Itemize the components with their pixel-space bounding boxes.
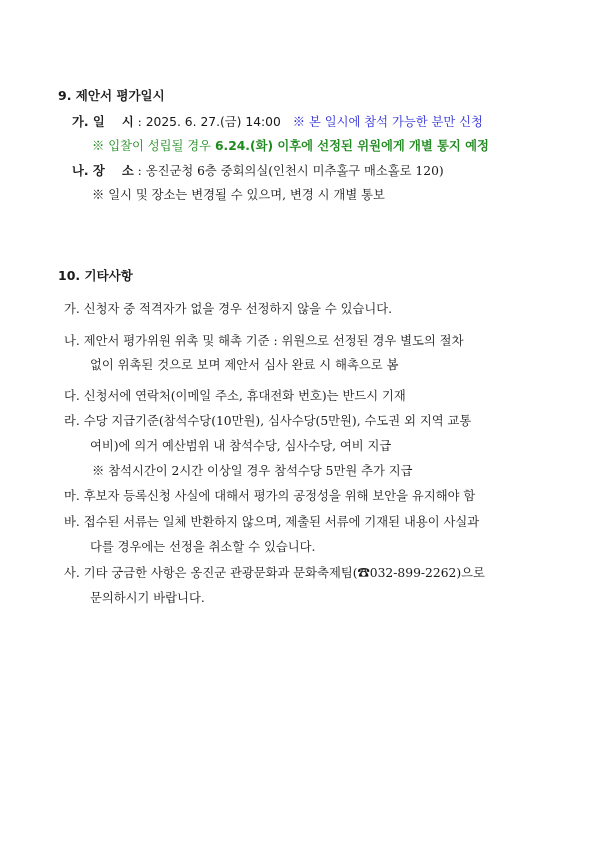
list-item-ra-note: ※ 참석시간이 2시간 이상일 경우 참석수당 5만원 추가 지급 (92, 464, 413, 478)
list-item-ra: 라. 수당 지급기준(참석수당(10만원), 심사수당(5만원), 수도권 외 지역 교통 (64, 414, 472, 428)
schedule-date-label: 가. 일 시 (72, 115, 134, 129)
schedule-date-value: 2025. 6. 27.(금) 14:00 (145, 115, 281, 129)
list-item-ma: 마. 후보자 등록신청 사실에 대해서 평가의 공정성을 위해 보안을 유지해야 함 (64, 489, 476, 503)
venue-row (72, 163, 444, 179)
schedule-date-separator: : (133, 115, 146, 129)
schedule-date-note: ※ 본 일시에 참석 가능한 분만 신청 (292, 115, 483, 129)
bid-notice-prefix: ※ 입찰이 성립될 경우 (92, 139, 215, 153)
list-item-ra-continuation: 여비)에 의거 예산범위 내 참석수당, 심사수당, 여비 지급 (90, 439, 392, 453)
bid-notice-highlight: 6.24.(화) 이후에 선정된 위원에게 개별 통지 예정 (214, 139, 489, 153)
list-item-ba: 바. 접수된 서류는 일체 반환하지 않으며, 제출된 서류에 기재된 내용이 사실과 (64, 515, 480, 529)
section-9-title: 9. 제안서 평가일시 (58, 88, 165, 103)
list-item-ga: 가. 신청자 중 적격자가 없을 경우 선정하지 않을 수 있습니다. (64, 302, 393, 316)
list-item-sa: 사. 기타 궁금한 사항은 옹진군 관광문화과 문화축제팀(☎032-899-2262)으로 (64, 566, 485, 580)
list-item-da: 다. 신청서에 연락처(이메일 주소, 휴대전화 번호)는 반드시 기재 (64, 389, 406, 403)
list-item-na-continuation: 없이 위촉된 것으로 보며 제안서 심사 완료 시 해촉으로 봄 (90, 358, 399, 372)
list-item-na: 나. 제안서 평가위원 위촉 및 해촉 기준 : 위원으로 선정된 경우 별도의 절차 (64, 334, 464, 348)
section-10-title: 10. 기타사항 (58, 268, 133, 283)
change-notice: ※ 일시 및 장소는 변경될 수 있으며, 변경 시 개별 통보 (92, 188, 385, 202)
venue-label: 나. 장 소 (72, 164, 134, 178)
list-item-sa-continuation: 문의하시기 바랍니다. (90, 591, 205, 605)
venue-value: 옹진군청 6층 중회의실(인천시 미추홀구 매소홀로 120) (145, 164, 444, 178)
schedule-date-row (72, 114, 483, 130)
list-item-ba-continuation: 다를 경우에는 선정을 취소할 수 있습니다. (90, 540, 316, 554)
bid-notice-row (92, 138, 489, 154)
venue-separator: : (133, 164, 146, 178)
